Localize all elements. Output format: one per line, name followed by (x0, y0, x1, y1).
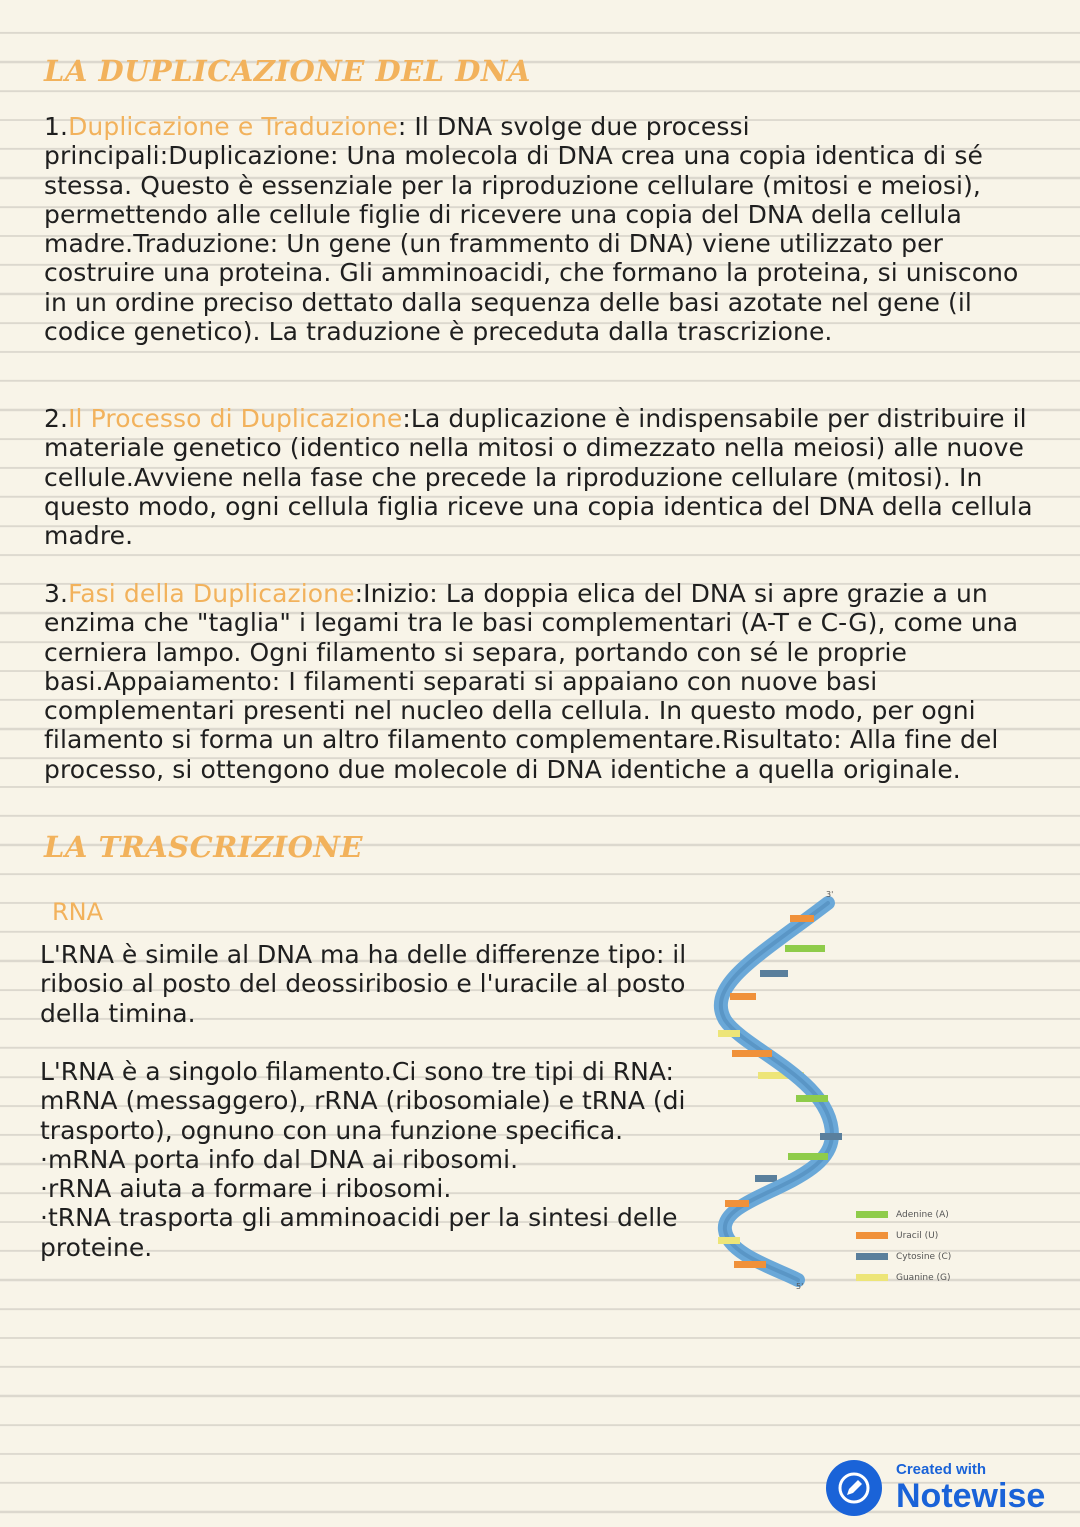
legend-item-guanine (856, 1267, 951, 1288)
section-title-trascrizione: LA TRASCRIZIONE (44, 830, 363, 864)
uracil-base (734, 1261, 766, 1268)
rna-backbone (721, 903, 832, 1280)
guanine-swatch (856, 1274, 888, 1281)
paragraph-processo-duplicazione (44, 404, 1044, 550)
cytosine-swatch (856, 1253, 888, 1260)
adenine-base (785, 945, 825, 952)
pencil-icon (826, 1460, 882, 1516)
paragraph-heading: Il Processo di Duplicazione (68, 404, 403, 433)
list-item: ·mRNA porta info dal DNA ai ribosomi. (40, 1144, 519, 1174)
diagram-legend (856, 1204, 951, 1288)
rna-tipi-text: L'RNA è a singolo filamento.Ci sono tre tipi di RNA: mRNA (messaggero), rRNA (ribosomiale) e tRNA (di trasporto), ognuno con una funzione specifica. (40, 1057, 686, 1145)
cytosine-base (760, 970, 788, 977)
guanine-base (718, 1030, 740, 1037)
paragraph-number: 3. (44, 579, 69, 608)
cytosine-base (820, 1133, 842, 1140)
uracil-base (730, 993, 756, 1000)
uracil-base (790, 915, 814, 922)
paragraph-number: 1. (44, 112, 69, 141)
guanine-base (718, 1237, 740, 1244)
uracil-base (725, 1200, 749, 1207)
rna-subtitle: RNA (52, 898, 104, 926)
paragraph-heading: Fasi della Duplicazione (68, 579, 355, 608)
legend-item-uracil (856, 1225, 951, 1246)
adenine-base (796, 1095, 828, 1102)
uracil-base (732, 1050, 772, 1057)
adenine-swatch (856, 1211, 888, 1218)
paragraph-number: 2. (44, 404, 69, 433)
label-3-prime: 3' (826, 890, 834, 899)
list-item: ·rRNA aiuta a formare i ribosomi. (40, 1174, 452, 1204)
paragraph-text: :La duplicazione è indispensabile per distribuire il materiale genetico (identico nella mitosi o dimezzato nella meiosi) alle nuove cellule.Avviene nella fase che precede la riproduzione cellulare (mitosi). In questo modo, ogni cellula figlia riceve una copia identica del DNA della cellula madre. (44, 404, 1033, 551)
cytosine-base (755, 1175, 777, 1182)
legend-label: Uracil (U) (896, 1230, 939, 1241)
legend-item-cytosine (856, 1246, 951, 1267)
legend-label: Guanine (G) (896, 1272, 951, 1283)
paragraph-text: :Inizio: La doppia elica del DNA si apre grazie a un enzima che "taglia" i legami tra le basi complementari (A-T e C-G), come una cerniera lampo. Ogni filamento si separa, portando con sé le proprie basi.Appaiamento: I filamenti separati si appaiano con nuove basi complementari presenti nel nucleo della cellula. In questo modo, per ogni filamento si forma un altro filamento complementare.Risultato: Alla fine del processo, si ottengono due molecole di DNA identiche a quella originale. (44, 579, 1019, 784)
adenine-base (788, 1153, 828, 1160)
section-title-duplicazione: LA DUPLICAZIONE DEL DNA (44, 54, 531, 88)
legend-label: Cytosine (C) (896, 1251, 952, 1262)
branding-name: Notewise (896, 1477, 1046, 1515)
rna-paragraph-tipi (40, 1057, 720, 1262)
paragraph-heading: Duplicazione e Traduzione (68, 112, 398, 141)
list-item: ·tRNA trasporta gli amminoacidi per la sintesi delle proteine. (40, 1203, 678, 1262)
paragraph-duplicazione-traduzione (44, 112, 1044, 346)
rna-bullet-list (40, 1145, 720, 1262)
paragraph-text: : Il DNA svolge due processi principali:Duplicazione: Una molecola di DNA crea una copia identica di sé stessa. Questo è essenziale per la riproduzione cellulare (mitosi e meiosi), permettendo alle cellule figlie di ricevere una copia del DNA della cellula madre.Traduzione: Un gene (un frammento di DNA) viene utilizzato per costruire una proteina. Gli amminoacidi, che formano la proteina, si uniscono in un ordine preciso dettato dalla sequenza delle basi azotate nel gene (il codice genetico). La traduzione è preceduta dalla trascrizione. (44, 112, 1019, 347)
rna-paragraph-differenze: L'RNA è simile al DNA ma ha delle differenze tipo: il ribosio al posto del deossiribosio e l'uracile al posto della timina. (40, 940, 687, 1028)
label-5-prime: 5' (796, 1282, 804, 1291)
notewise-badge[interactable] (826, 1460, 1045, 1516)
legend-label: Adenine (A) (896, 1209, 949, 1220)
legend-item-adenine (856, 1204, 951, 1225)
uracil-swatch (856, 1232, 888, 1239)
paragraph-fasi-duplicazione (44, 579, 1044, 784)
branding-created-with: Created with (896, 1461, 987, 1478)
rna-helix-diagram (700, 885, 860, 1295)
